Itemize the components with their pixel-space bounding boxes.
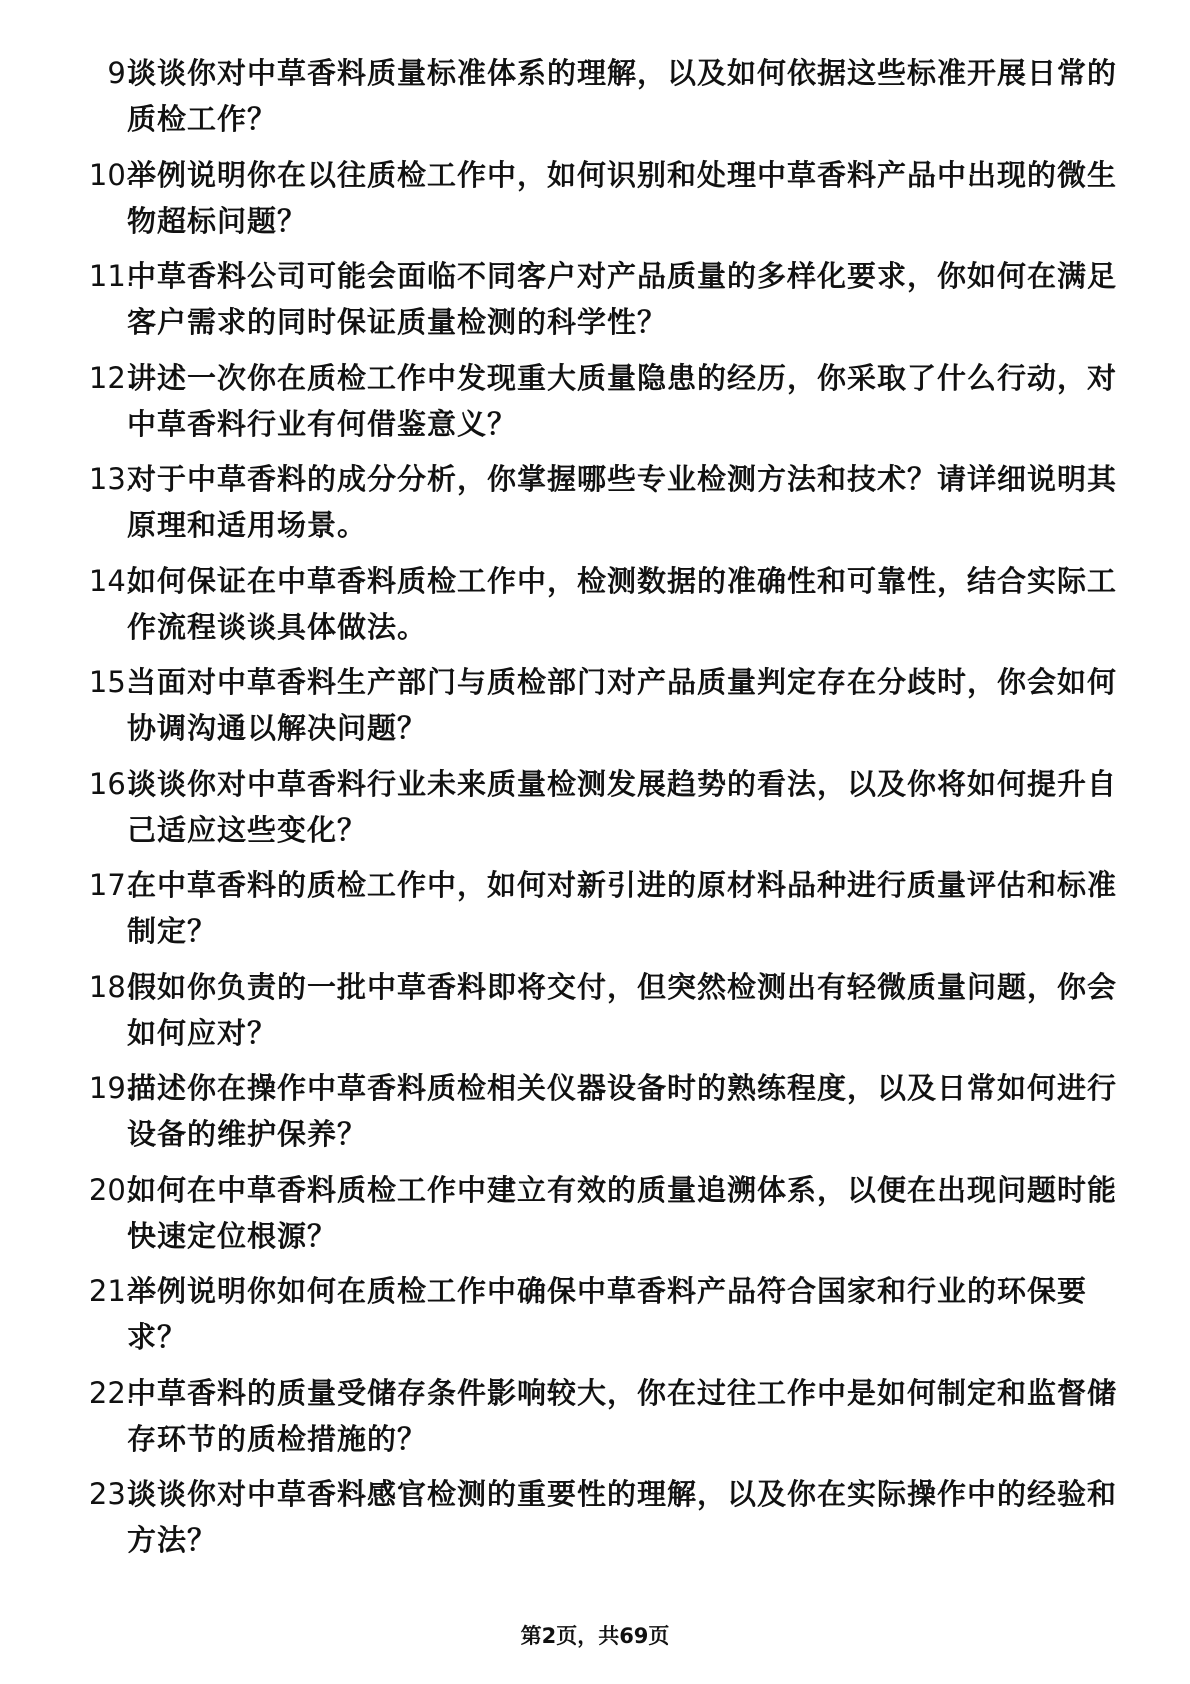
question-text: 对于中草香料的成分分析，你掌握哪些专业检测方法和技术？请详细说明其原理和适用场景。 [127, 462, 1118, 542]
question-item [0, 1167, 1190, 1269]
question-number: 19. [88, 1071, 135, 1105]
question-item [0, 1471, 1190, 1573]
question-item [0, 456, 1190, 558]
question-item [0, 964, 1190, 1066]
question-item [0, 1370, 1190, 1472]
question-item [0, 1065, 1190, 1167]
question-number: 17. [88, 868, 135, 902]
question-text: 谈谈你对中草香料行业未来质量检测发展趋势的看法，以及你将如何提升自己适应这些变化？ [127, 766, 1118, 847]
question-number: 18. [88, 969, 135, 1004]
question-number: 15. [88, 665, 135, 699]
question-number: 16. [88, 766, 135, 801]
question-list [0, 50, 1190, 1573]
question-number: 23. [88, 1477, 135, 1511]
question-number: 11. [88, 259, 135, 293]
question-text: 在中草香料的质检工作中，如何对新引进的原材料品种进行质量评估和标准制定？ [127, 868, 1118, 948]
question-text: 举例说明你在以往质检工作中，如何识别和处理中草香料产品中出现的微生物超标问题？ [127, 157, 1118, 238]
question-text: 描述你在操作中草香料质检相关仪器设备时的熟练程度，以及日常如何进行设备的维护保养？ [127, 1071, 1118, 1151]
question-text: 讲述一次你在质检工作中发现重大质量隐患的经历，你采取了什么行动，对中草香料行业有何借鉴意义？ [127, 360, 1118, 441]
question-item [0, 659, 1190, 761]
question-item [0, 355, 1190, 457]
question-text: 假如你负责的一批中草香料即将交付，但突然检测出有轻微质量问题，你会如何应对？ [127, 969, 1118, 1050]
question-text: 当面对中草香料生产部门与质检部门对产品质量判定存在分歧时，你会如何协调沟通以解决问题？ [127, 665, 1118, 745]
question-text: 中草香料公司可能会面临不同客户对产品质量的多样化要求，你如何在满足客户需求的同时保证质量检测的科学性？ [127, 259, 1118, 339]
question-item [0, 50, 1190, 152]
question-number: 20. [88, 1172, 135, 1207]
question-item [0, 862, 1190, 964]
page-footer: 第2页，共69页 [520, 1624, 670, 1648]
question-item [0, 253, 1190, 355]
question-item [0, 1268, 1190, 1370]
question-text: 举例说明你如何在质检工作中确保中草香料产品符合国家和行业的环保要求？ [127, 1274, 1088, 1354]
question-text: 中草香料的质量受储存条件影响较大，你在过往工作中是如何制定和监督储存环节的质检措施的？ [127, 1375, 1118, 1456]
question-number: 22. [88, 1375, 135, 1410]
question-number: 14. [88, 563, 135, 598]
question-item [0, 558, 1190, 660]
question-item [0, 152, 1190, 254]
question-number: 9. [107, 56, 135, 90]
question-number: 10. [88, 157, 135, 192]
question-number: 21. [88, 1274, 135, 1308]
question-text: 谈谈你对中草香料质量标准体系的理解，以及如何依据这些标准开展日常的质检工作？ [127, 56, 1118, 136]
question-text: 如何保证在中草香料质检工作中，检测数据的准确性和可靠性，结合实际工作流程谈谈具体做法。 [127, 563, 1118, 644]
question-text: 如何在中草香料质检工作中建立有效的质量追溯体系，以便在出现问题时能快速定位根源？ [127, 1172, 1118, 1253]
question-number: 12. [88, 360, 135, 395]
question-item [0, 761, 1190, 863]
question-number: 13. [88, 462, 135, 496]
question-text: 谈谈你对中草香料感官检测的重要性的理解，以及你在实际操作中的经验和方法？ [127, 1477, 1118, 1557]
